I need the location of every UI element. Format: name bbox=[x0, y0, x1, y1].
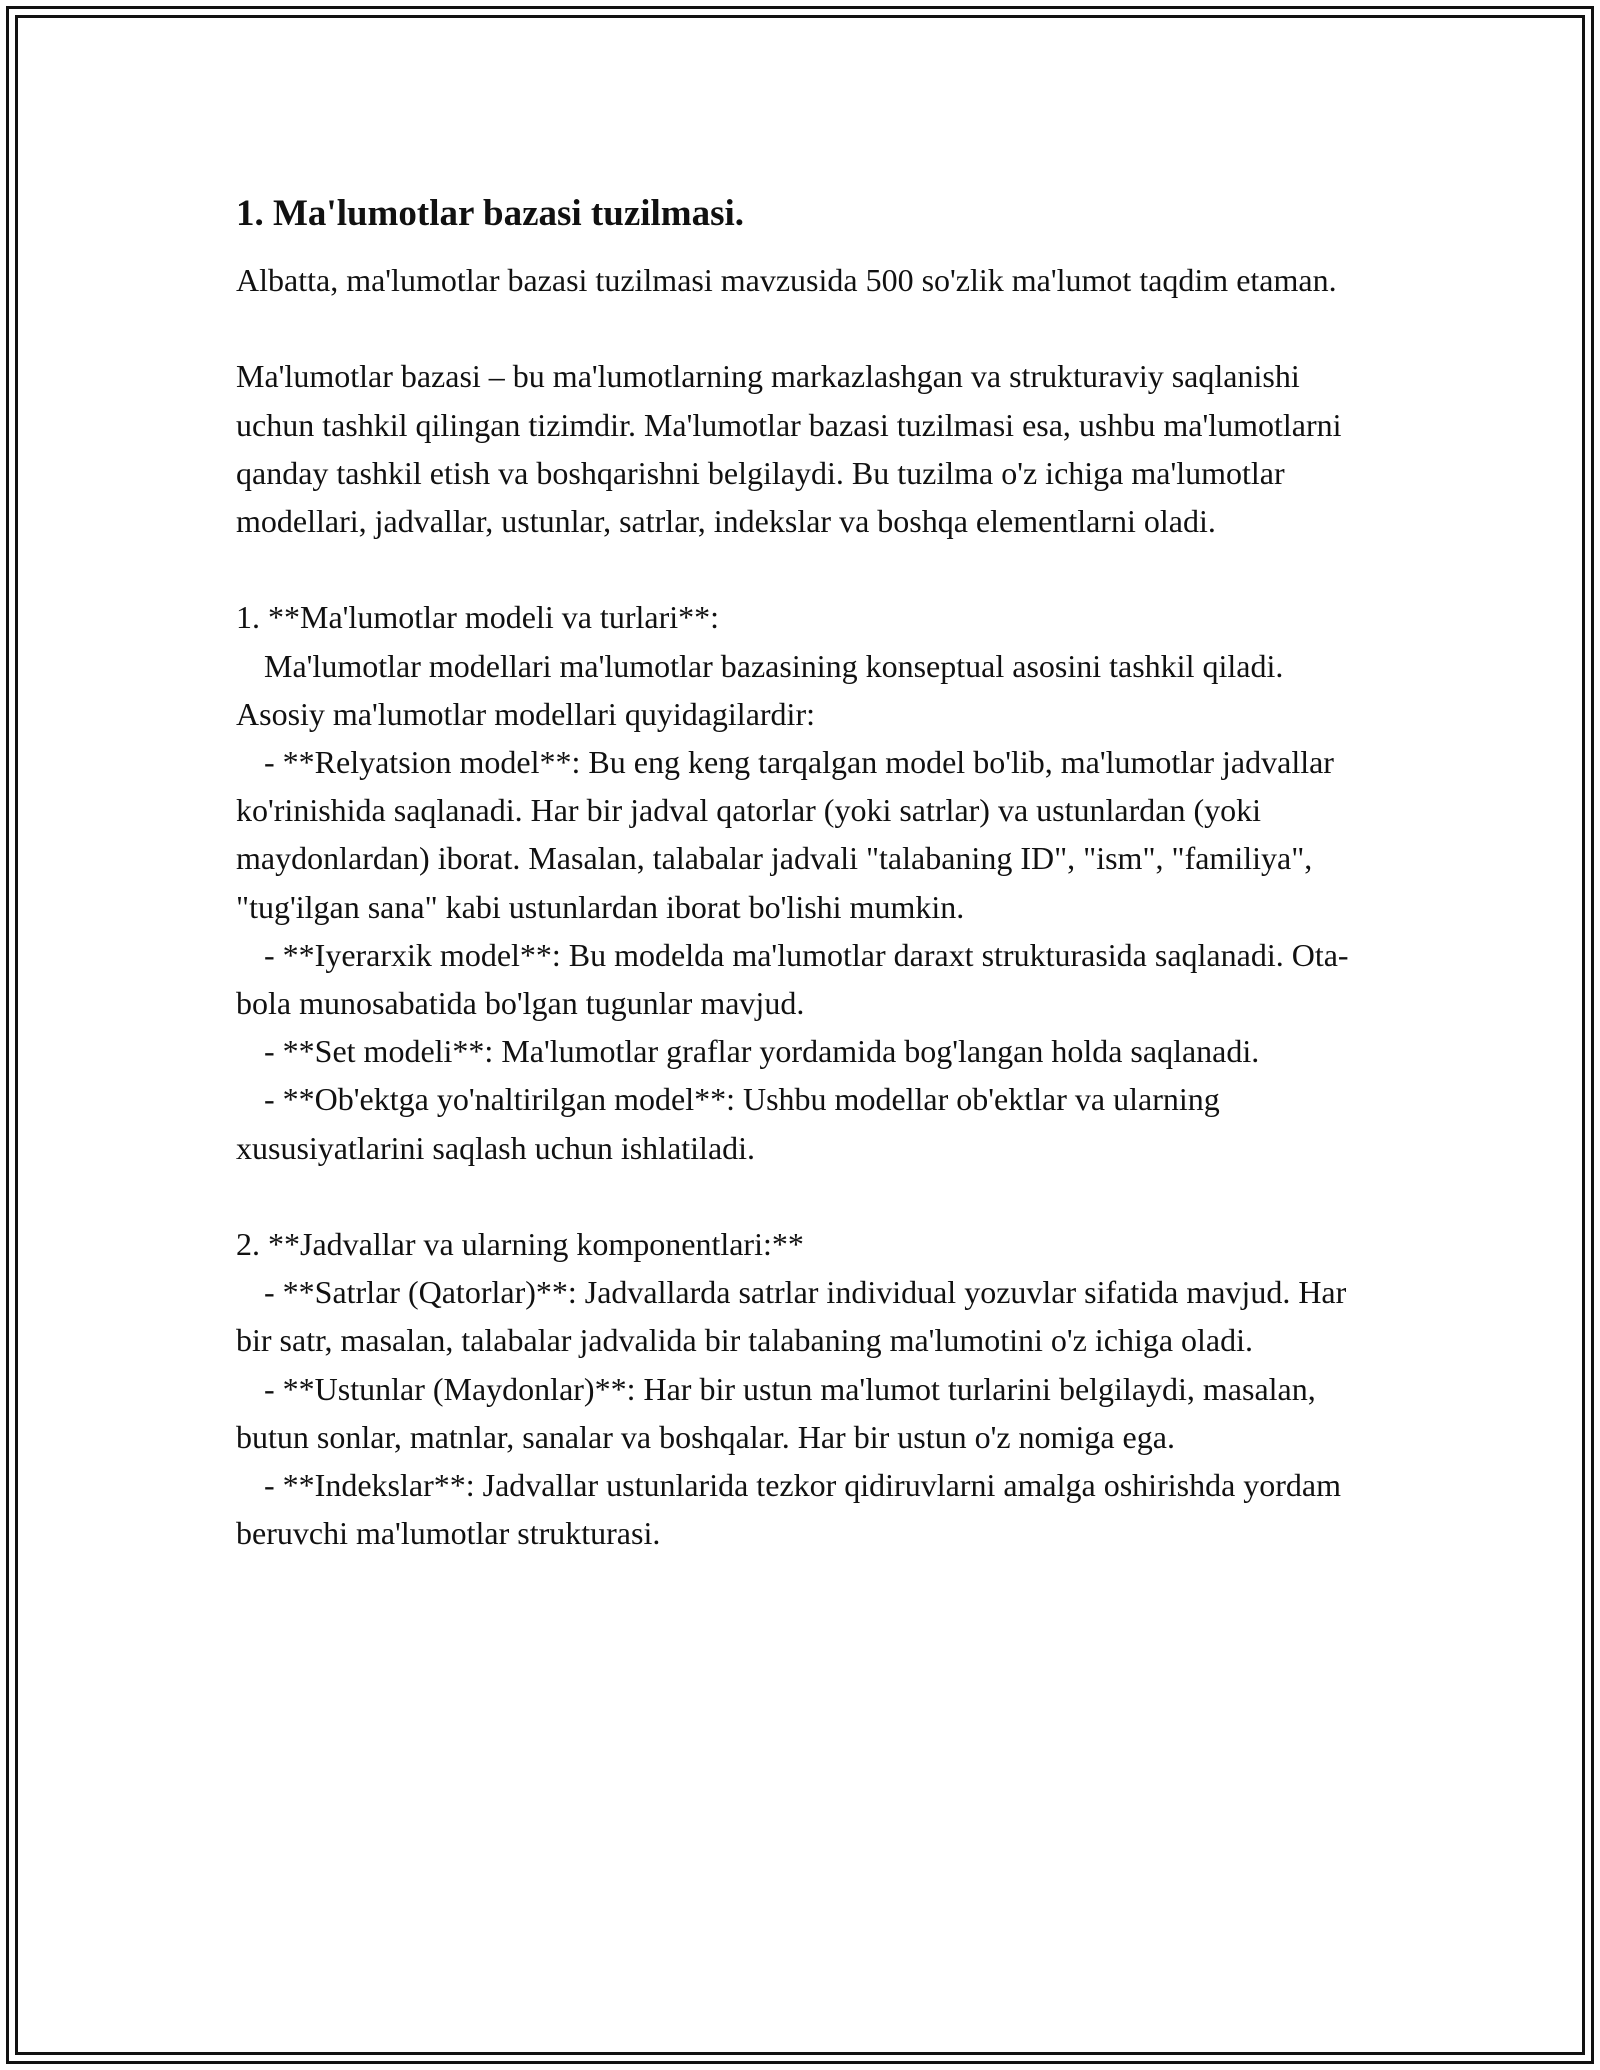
list-item-indexes: - **Indekslar**: Jadvallar ustunlarida tezkor qidiruvlarni amalga oshirishda yordam beruvchi ma'lumotlar strukturasi. bbox=[236, 1467, 1342, 1552]
list-item-set-model: - **Set modeli**: Ma'lumotlar graflar yordamida bog'langan holda saqlanadi. bbox=[264, 1033, 1260, 1070]
section-lead: Ma'lumotlar modellari ma'lumotlar bazasining konseptual asosini tashkil qiladi. Asosiy ma'lumotlar modellari quyidagilardir: bbox=[236, 647, 1284, 732]
list-item-object-model: - **Ob'ektga yo'naltirilgan model**: Ushbu modellar ob'ektlar va ularning xususiyatlarini saqlash uchun ishlatiladi. bbox=[236, 1081, 1220, 1166]
list-item-rows: - **Satrlar (Qatorlar)**: Jadvallarda satrlar individual yozuvlar sifatida mavjud. Har bir satr, masalan, talabalar jadvalida bir talabaning ma'lumotini o'z ichiga oladi. bbox=[236, 1274, 1347, 1359]
paragraph-gap bbox=[236, 1172, 1366, 1220]
list-item-hierarchical-model: - **Iyerarxik model**: Bu modelda ma'lumotlar daraxt strukturasida saqlanadi. Ota-bola munosabatida bo'lgan tugunlar mavjud. bbox=[236, 936, 1349, 1022]
intro-paragraph: Albatta, ma'lumotlar bazasi tuzilmasi mavzusida 500 so'zlik ma'lumot taqdim etaman. bbox=[236, 262, 1337, 298]
paragraph-gap bbox=[236, 304, 1366, 352]
definition-paragraph: Ma'lumotlar bazasi – bu ma'lumotlarning markazlashgan va strukturaviy saqlanishi uchun tashkil qilingan tizimdir. Ma'lumotlar bazasi tuzilmasi esa, ushbu ma'lumotlarni qanday tashkil etish va boshqarishni belgilaydi. Bu tuzilma o'z ichiga ma'lumotlar modellari, jadvallar, ustunlar, satrlar, indekslar va boshqa elementlarni oladi. bbox=[236, 358, 1350, 539]
section-heading: 2. **Jadvallar va ularning komponentlari:** bbox=[236, 1226, 804, 1263]
section-tables bbox=[236, 1220, 1366, 1557]
section-heading: 1. **Ma'lumotlar modeli va turlari**: bbox=[236, 599, 719, 636]
list-item-columns: - **Ustunlar (Maydonlar)**: Har bir ustun ma'lumot turlarini belgilaydi, masalan, butun sonlar, matnlar, sanalar va boshqalar. Har bir ustun o'z nomiga ega. bbox=[236, 1370, 1316, 1455]
document-body bbox=[236, 190, 1366, 1557]
document-title: 1. Ma'lumotlar bazasi tuzilmasi. bbox=[236, 193, 745, 234]
paragraph-gap bbox=[236, 545, 1366, 593]
section-data-models bbox=[236, 593, 1366, 1171]
list-item-relational-model: - **Relyatsion model**: Bu eng keng tarqalgan model bo'lib, ma'lumotlar jadvallar ko'rinishida saqlanadi. Har bir jadval qatorlar (yoki satrlar) va ustunlardan (yoki maydonlardan) iborat. Masalan, talabalar jadvali "talabaning ID", "ism", "familiya", "tug'ilgan sana" kabi ustunlardan iborat bo'lishi mumkin. bbox=[236, 744, 1334, 925]
